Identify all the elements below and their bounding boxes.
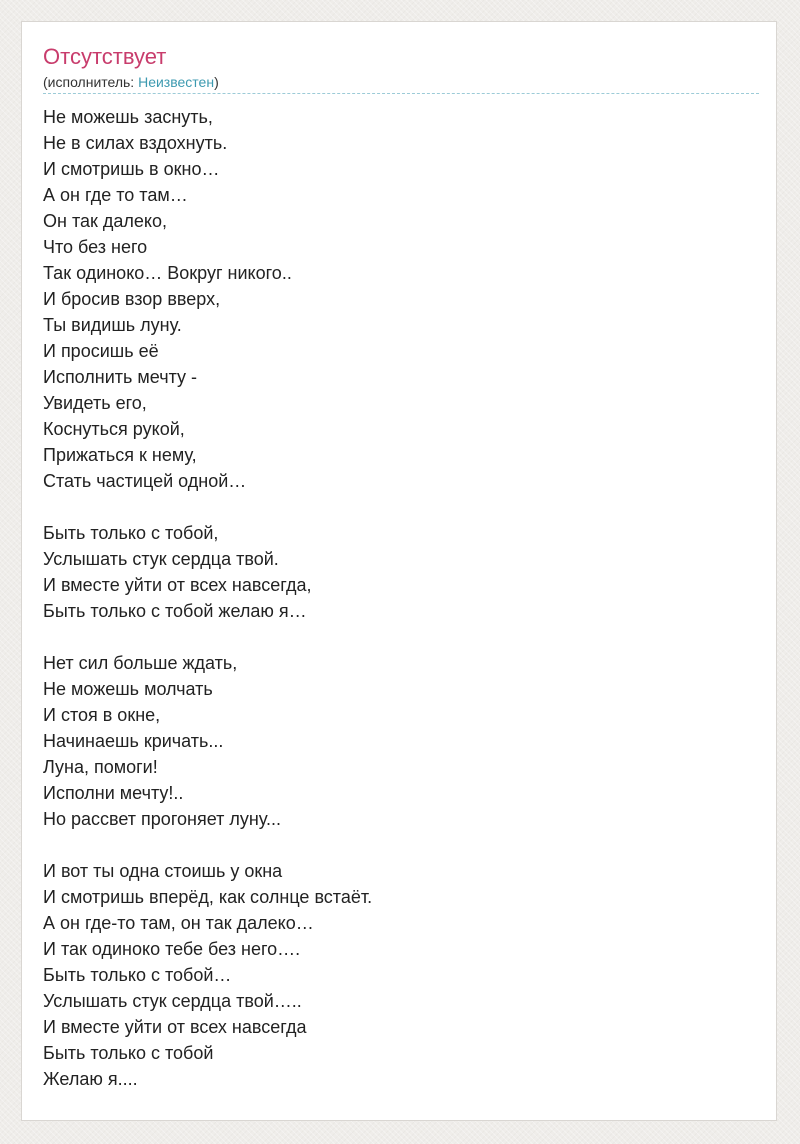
- lyric-line: Ты видишь луну.: [43, 315, 182, 335]
- lyric-line: Но рассвет прогоняет луну...: [43, 809, 281, 829]
- lyric-line: Желаю я....: [43, 1069, 138, 1089]
- lyric-line: Услышать стук сердца твой…..: [43, 991, 302, 1011]
- lyric-line: И просишь её: [43, 341, 159, 361]
- lyric-line: Исполни мечту!..: [43, 783, 184, 803]
- lyric-line: Луна, помоги!: [43, 757, 158, 777]
- lyric-line: Стать частицей одной…: [43, 471, 247, 491]
- header-divider: [43, 93, 759, 94]
- lyric-line: А он где-то там, он так далеко…: [43, 913, 314, 933]
- lyric-line: И вот ты одна стоишь у окна: [43, 861, 283, 881]
- lyric-line: Не можешь молчать: [43, 679, 213, 699]
- lyrics-stanza: [43, 650, 759, 832]
- lyric-line: Быть только с тобой: [43, 1043, 214, 1063]
- performer-link[interactable]: Неизвестен: [138, 74, 215, 90]
- song-title: Отсутствует: [43, 44, 167, 69]
- lyric-line: Быть только с тобой…: [43, 965, 232, 985]
- lyric-line: Не можешь заснуть,: [43, 107, 213, 127]
- performer-line: [43, 73, 219, 91]
- lyric-line: Услышать стук сердца твой.: [43, 549, 279, 569]
- lyric-line: Быть только с тобой,: [43, 523, 219, 543]
- lyric-line: И смотришь вперёд, как солнце встаёт.: [43, 887, 373, 907]
- performer-suffix: ): [214, 74, 219, 90]
- lyric-line: Что без него: [43, 237, 148, 257]
- lyrics-card: [21, 21, 777, 1121]
- lyric-line: И бросив взор вверх,: [43, 289, 221, 309]
- lyric-line: И так одиноко тебе без него….: [43, 939, 301, 959]
- lyric-line: Так одиноко… Вокруг никого..: [43, 263, 292, 283]
- lyric-line: И смотришь в окно…: [43, 159, 220, 179]
- lyrics-stanza: [43, 520, 759, 624]
- lyric-line: И вместе уйти от всех навсегда: [43, 1017, 307, 1037]
- lyrics-body: [43, 104, 759, 1118]
- lyric-line: Нет сил больше ждать,: [43, 653, 238, 673]
- lyric-line: Он так далеко,: [43, 211, 167, 231]
- performer-prefix: (исполнитель:: [43, 74, 139, 90]
- lyric-line: Увидеть его,: [43, 393, 147, 413]
- lyric-line: Быть только с тобой желаю я…: [43, 601, 307, 621]
- lyric-line: И стоя в окне,: [43, 705, 161, 725]
- lyric-line: Коснуться рукой,: [43, 419, 185, 439]
- lyric-line: Начинаешь кричать...: [43, 731, 224, 751]
- lyric-line: Исполнить мечту -: [43, 367, 198, 387]
- lyric-line: Прижаться к нему,: [43, 445, 197, 465]
- lyric-line: И вместе уйти от всех навсегда,: [43, 575, 312, 595]
- lyric-line: А он где то там…: [43, 185, 188, 205]
- lyrics-stanza: [43, 858, 759, 1092]
- lyric-line: Не в силах вздохнуть.: [43, 133, 228, 153]
- lyrics-stanza: [43, 104, 759, 494]
